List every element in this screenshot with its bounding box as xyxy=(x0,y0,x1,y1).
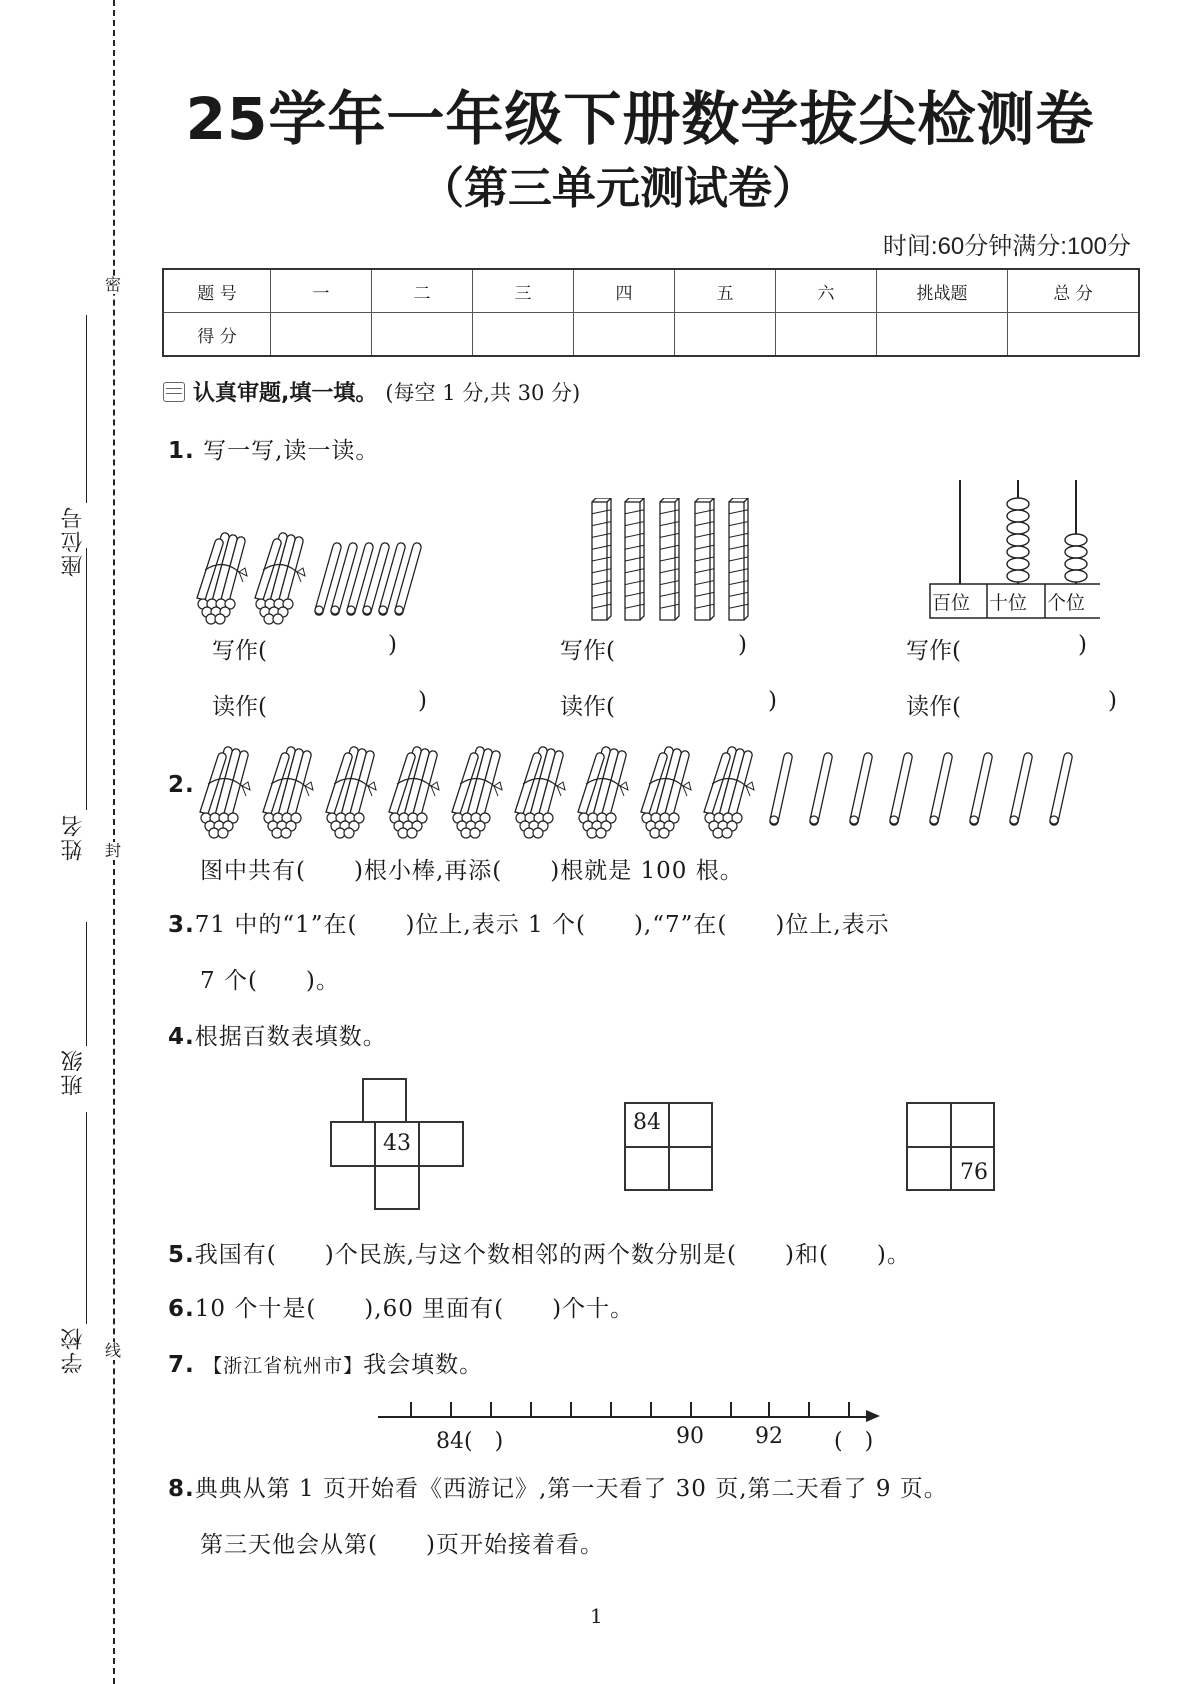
col-header: 六 xyxy=(776,269,877,313)
tick xyxy=(690,1402,692,1416)
abacus-label-hundreds: 百位 xyxy=(932,592,971,614)
grid-cell[interactable] xyxy=(668,1102,713,1148)
col-header: 挑战题 xyxy=(877,269,1008,313)
score-table-score-row xyxy=(163,313,1139,357)
question-text: 71 中的“1”在( )位上,表示 1 个( ),“7”在( )位上,表示 xyxy=(194,912,890,938)
number-line-axis xyxy=(378,1416,870,1418)
grid-cell-given: 84 xyxy=(624,1102,670,1148)
ten-cube-rods-picture xyxy=(590,498,750,622)
tick xyxy=(768,1402,770,1416)
q1b-read-close: ) xyxy=(768,688,777,714)
tick xyxy=(410,1402,412,1416)
question-4 xyxy=(168,1018,387,1051)
tick xyxy=(570,1402,572,1416)
school-label: 学校 xyxy=(61,1326,86,1374)
seat-number-field[interactable] xyxy=(86,315,87,503)
row-header-score: 得 分 xyxy=(163,313,271,357)
score-cell[interactable] xyxy=(877,313,1008,357)
number-line-label: 84( ) xyxy=(436,1429,504,1454)
col-header: 三 xyxy=(473,269,574,313)
question-1 xyxy=(168,432,379,465)
q1a-write-close: ) xyxy=(388,632,397,658)
tick xyxy=(650,1402,652,1416)
col-header: 二 xyxy=(372,269,473,313)
question-8-line2: 第三天他会从第( )页开始接着看。 xyxy=(200,1532,604,1558)
score-table xyxy=(162,268,1140,357)
question-number: 1. xyxy=(168,438,195,464)
score-cell[interactable] xyxy=(271,313,372,357)
exam-subtitle: （第三单元测试卷） xyxy=(420,163,816,214)
question-text: 根据百数表填数。 xyxy=(194,1024,387,1050)
grid-cell[interactable] xyxy=(906,1146,952,1191)
cut-word-seal-2: 封 xyxy=(104,841,121,860)
q1a-write-label: 写作( xyxy=(212,638,267,664)
col-header: 四 xyxy=(574,269,675,313)
question-number: 2. xyxy=(168,772,195,798)
question-text: 我国有( )个民族,与这个数相邻的两个数分别是( )和( )。 xyxy=(194,1242,911,1268)
grid-cell[interactable] xyxy=(668,1146,713,1191)
sticks-bundles-picture xyxy=(195,528,445,628)
grid-cell-given: 43 xyxy=(374,1121,420,1167)
grid-cell[interactable] xyxy=(950,1102,995,1148)
page-number: 1 xyxy=(590,1604,603,1628)
arrow-right-icon xyxy=(866,1410,880,1422)
col-header: 总 分 xyxy=(1008,269,1140,313)
name-label: 姓名 xyxy=(61,813,86,861)
section-note: (每空 1 分,共 30 分) xyxy=(385,380,581,405)
question-source: 【浙江省杭州市】 xyxy=(203,1355,364,1377)
tick xyxy=(530,1402,532,1416)
grid-cell[interactable] xyxy=(906,1102,952,1148)
q1a-read-close: ) xyxy=(418,688,427,714)
tick xyxy=(808,1402,810,1416)
q1b-read-label: 读作( xyxy=(560,694,615,720)
tick xyxy=(450,1402,452,1416)
grid-cell[interactable] xyxy=(418,1121,464,1167)
question-3-line1 xyxy=(168,906,890,939)
question-number: 7. xyxy=(168,1352,195,1378)
question-6 xyxy=(168,1290,634,1323)
grid-cell[interactable] xyxy=(374,1165,420,1210)
question-2-number xyxy=(168,772,195,798)
score-cell[interactable] xyxy=(675,313,776,357)
col-header: 五 xyxy=(675,269,776,313)
abacus-label-ones: 个位 xyxy=(1047,592,1086,614)
number-line-label: ( ) xyxy=(834,1429,874,1454)
grid-cell[interactable] xyxy=(624,1146,670,1191)
score-cell[interactable] xyxy=(574,313,675,357)
ninety-eight-sticks-picture xyxy=(198,742,1078,842)
section-heading xyxy=(163,376,580,407)
abacus-label-tens: 十位 xyxy=(989,592,1028,614)
score-cell[interactable] xyxy=(372,313,473,357)
question-number: 4. xyxy=(168,1024,195,1050)
q1a-read-label: 读作( xyxy=(212,694,267,720)
seat-number-label: 座位号 xyxy=(61,505,86,577)
cut-word-seal: 密 xyxy=(104,275,121,294)
q1b-write-close: ) xyxy=(738,632,747,658)
grid-cell[interactable] xyxy=(362,1078,407,1123)
question-text: 典典从第 1 页开始看《西游记》,第一天看了 30 页,第二天看了 9 页。 xyxy=(194,1476,948,1502)
cut-word-line: 线 xyxy=(104,1341,121,1360)
tick xyxy=(730,1402,732,1416)
question-number: 6. xyxy=(168,1296,195,1322)
col-header: 一 xyxy=(271,269,372,313)
score-cell[interactable] xyxy=(473,313,574,357)
score-cell[interactable] xyxy=(776,313,877,357)
question-number: 3. xyxy=(168,912,195,938)
score-cell[interactable] xyxy=(1008,313,1140,357)
number-line-label: 90 xyxy=(676,1424,704,1449)
question-text: 我会填数。 xyxy=(363,1352,484,1378)
tick xyxy=(610,1402,612,1416)
tick xyxy=(848,1402,850,1416)
school-field[interactable] xyxy=(86,1112,87,1324)
section-one-icon xyxy=(163,382,185,402)
score-table-header-row xyxy=(163,269,1139,313)
class-label: 班级 xyxy=(61,1048,86,1096)
question-number: 8. xyxy=(168,1476,195,1502)
question-text: 写一写,读一读。 xyxy=(203,438,380,464)
question-7 xyxy=(168,1346,483,1379)
number-line-label: 92 xyxy=(755,1424,783,1449)
q1b-write-label: 写作( xyxy=(560,638,615,664)
question-text: 10 个十是( ),60 里面有( )个十。 xyxy=(194,1296,635,1322)
grid-cell[interactable] xyxy=(330,1121,376,1167)
row-header-question: 题 号 xyxy=(163,269,271,313)
q1c-read-close: ) xyxy=(1108,688,1117,714)
tick xyxy=(490,1402,492,1416)
section-title: 认真审题,填一填。 xyxy=(193,381,378,406)
class-field[interactable] xyxy=(86,922,87,1046)
q1c-read-label: 读作( xyxy=(906,694,961,720)
exam-title: 25学年一年级下册数学拔尖检测卷 xyxy=(185,85,1095,153)
exam-meta: 时间:60分钟满分:100分 xyxy=(882,233,1131,260)
q1c-write-close: ) xyxy=(1078,632,1087,658)
name-field[interactable] xyxy=(86,548,87,810)
question-8-line1 xyxy=(168,1470,948,1503)
question-3-line2: 7 个( )。 xyxy=(200,968,340,994)
question-5 xyxy=(168,1236,911,1269)
q1c-write-label: 写作( xyxy=(906,638,961,664)
grid-cell-given: 76 xyxy=(950,1146,995,1191)
question-number: 5. xyxy=(168,1242,195,1268)
question-2-text: 图中共有( )根小棒,再添( )根就是 100 根。 xyxy=(200,858,744,884)
